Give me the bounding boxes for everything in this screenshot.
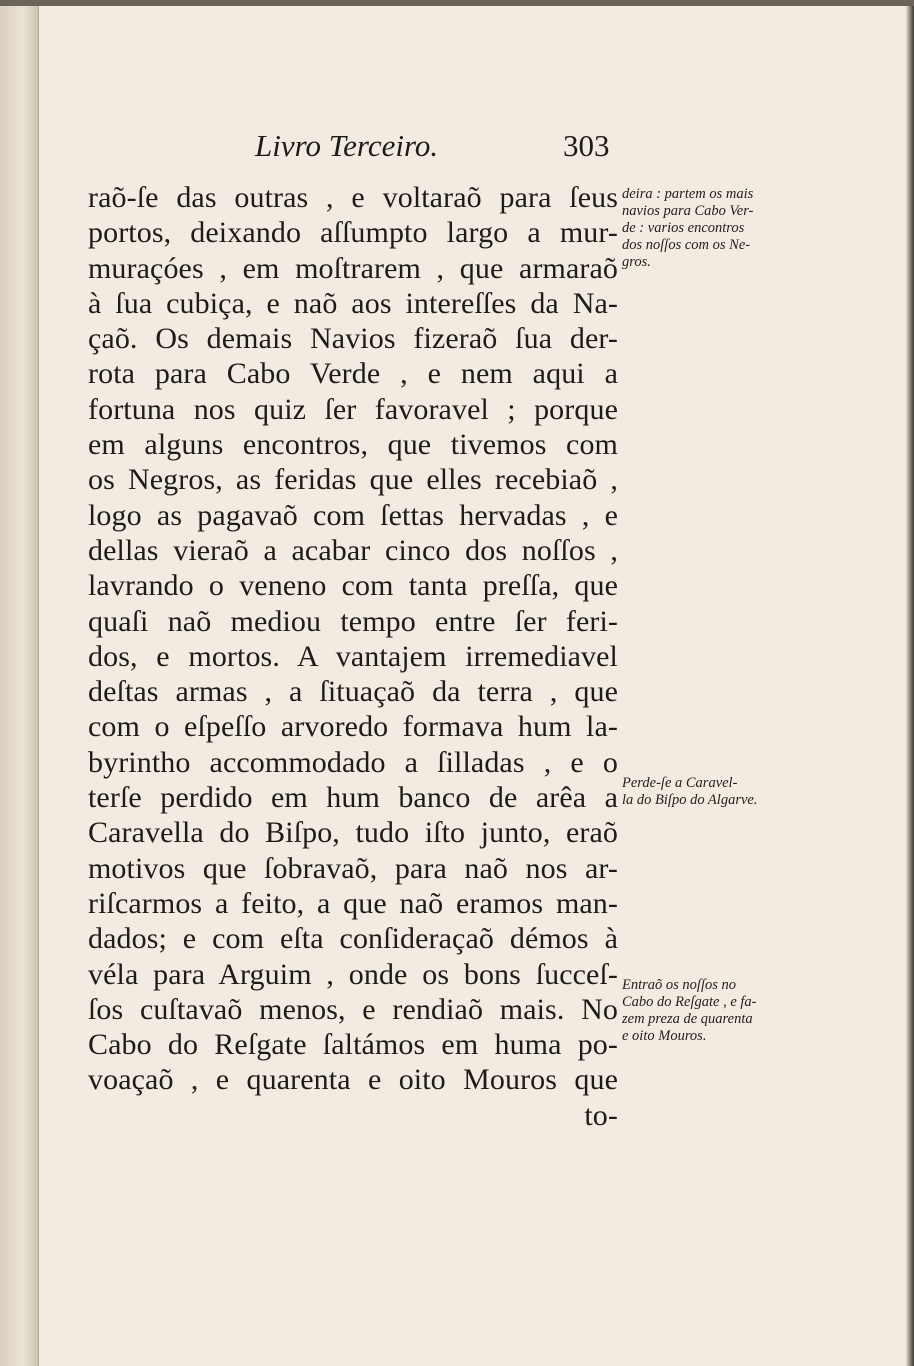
margin-note-line: deira : partem os mais	[622, 186, 754, 202]
text-line: riſcarmos a feito, a que naõ eramos man-	[88, 886, 618, 920]
text-line: à ſua cubiça, e naõ aos intereſſes da Na-	[88, 286, 618, 320]
text-line: çaõ. Os demais Navios fizeraõ ſua der-	[88, 322, 618, 356]
text-line: fortuna nos quiz ſer favoravel ; porque	[88, 392, 618, 426]
right-page-edge	[906, 0, 914, 1366]
margin-note-line: Cabo do Reſgate , e fa-	[622, 994, 757, 1010]
top-page-edge	[0, 0, 914, 6]
margin-note-line: de : varios encontros	[622, 220, 745, 236]
text-line: em alguns encontros, que tivemos com	[88, 428, 618, 462]
text-line: muraçóes , em moſtrarem , que armaraõ	[88, 251, 618, 285]
text-line: quaſi naõ mediou tempo entre ſer feri-	[88, 604, 618, 638]
margin-note-line: navios para Cabo Ver-	[622, 203, 754, 219]
left-page-edge	[0, 0, 39, 1366]
running-head: Livro Terceiro.	[255, 128, 439, 163]
text-line: terſe perdido em hum banco de arêa a	[88, 781, 618, 815]
text-line: Caravella do Biſpo, tudo iſto junto, eraõ	[88, 816, 618, 850]
margin-note-line: dos noſſos com os Ne-	[622, 237, 751, 253]
margin-note-line: la do Biſpo do Algarve.	[622, 792, 758, 808]
margin-note-line: Perde-ſe a Caravel-	[622, 775, 738, 791]
body-text	[88, 180, 618, 1133]
text-line: ſos cuſtavaõ menos, e rendiaõ mais. No	[88, 992, 618, 1026]
text-line: deſtas armas , a ſituaçaõ da terra , que	[88, 675, 618, 709]
text-line: raõ-ſe das outras , e voltaraõ para ſeus	[88, 181, 618, 214]
margin-note-line: Entraõ os noſſos no	[622, 977, 736, 993]
page-header	[0, 128, 914, 168]
text-line: dos, e mortos. A vantajem irremediavel	[88, 639, 618, 673]
page-number: 303	[563, 128, 610, 163]
margin-note-negros	[622, 186, 800, 271]
text-line: byrintho accommodado a ſilladas , e o	[88, 745, 618, 779]
margin-note-line: zem preza de quarenta	[622, 1011, 753, 1027]
text-line: dados; e com eſta conſideraçaõ démos à	[88, 922, 618, 956]
margin-note-resgate	[622, 977, 800, 1045]
text-line: voaçaõ , e quarenta e oito Mouros que	[88, 1063, 618, 1097]
text-line: to-	[584, 1098, 618, 1132]
text-line: dellas vieraõ a acabar cinco dos noſſos ,	[88, 533, 618, 567]
text-line: os Negros, as feridas que elles recebiaõ ,	[88, 463, 618, 497]
margin-note-caravella	[622, 775, 800, 809]
margin-note-line: e oito Mouros.	[622, 1028, 707, 1044]
margin-note-line: gros.	[622, 254, 651, 270]
text-line: com o eſpeſſo arvoredo formava hum la-	[88, 710, 618, 744]
text-line: véla para Arguim , onde os bons ſucceſ-	[88, 957, 618, 991]
text-line: lavrando o veneno com tanta preſſa, que	[88, 569, 618, 603]
text-line: portos, deixando aſſumpto largo a mur-	[88, 216, 618, 250]
text-line: logo as pagavaõ com ſettas hervadas , e	[88, 498, 618, 532]
text-line: rota para Cabo Verde , e nem aqui a	[88, 357, 618, 391]
text-line: Cabo do Reſgate ſaltámos em huma po-	[88, 1028, 618, 1062]
text-line: motivos que ſobravaõ, para naõ nos ar-	[88, 851, 618, 885]
